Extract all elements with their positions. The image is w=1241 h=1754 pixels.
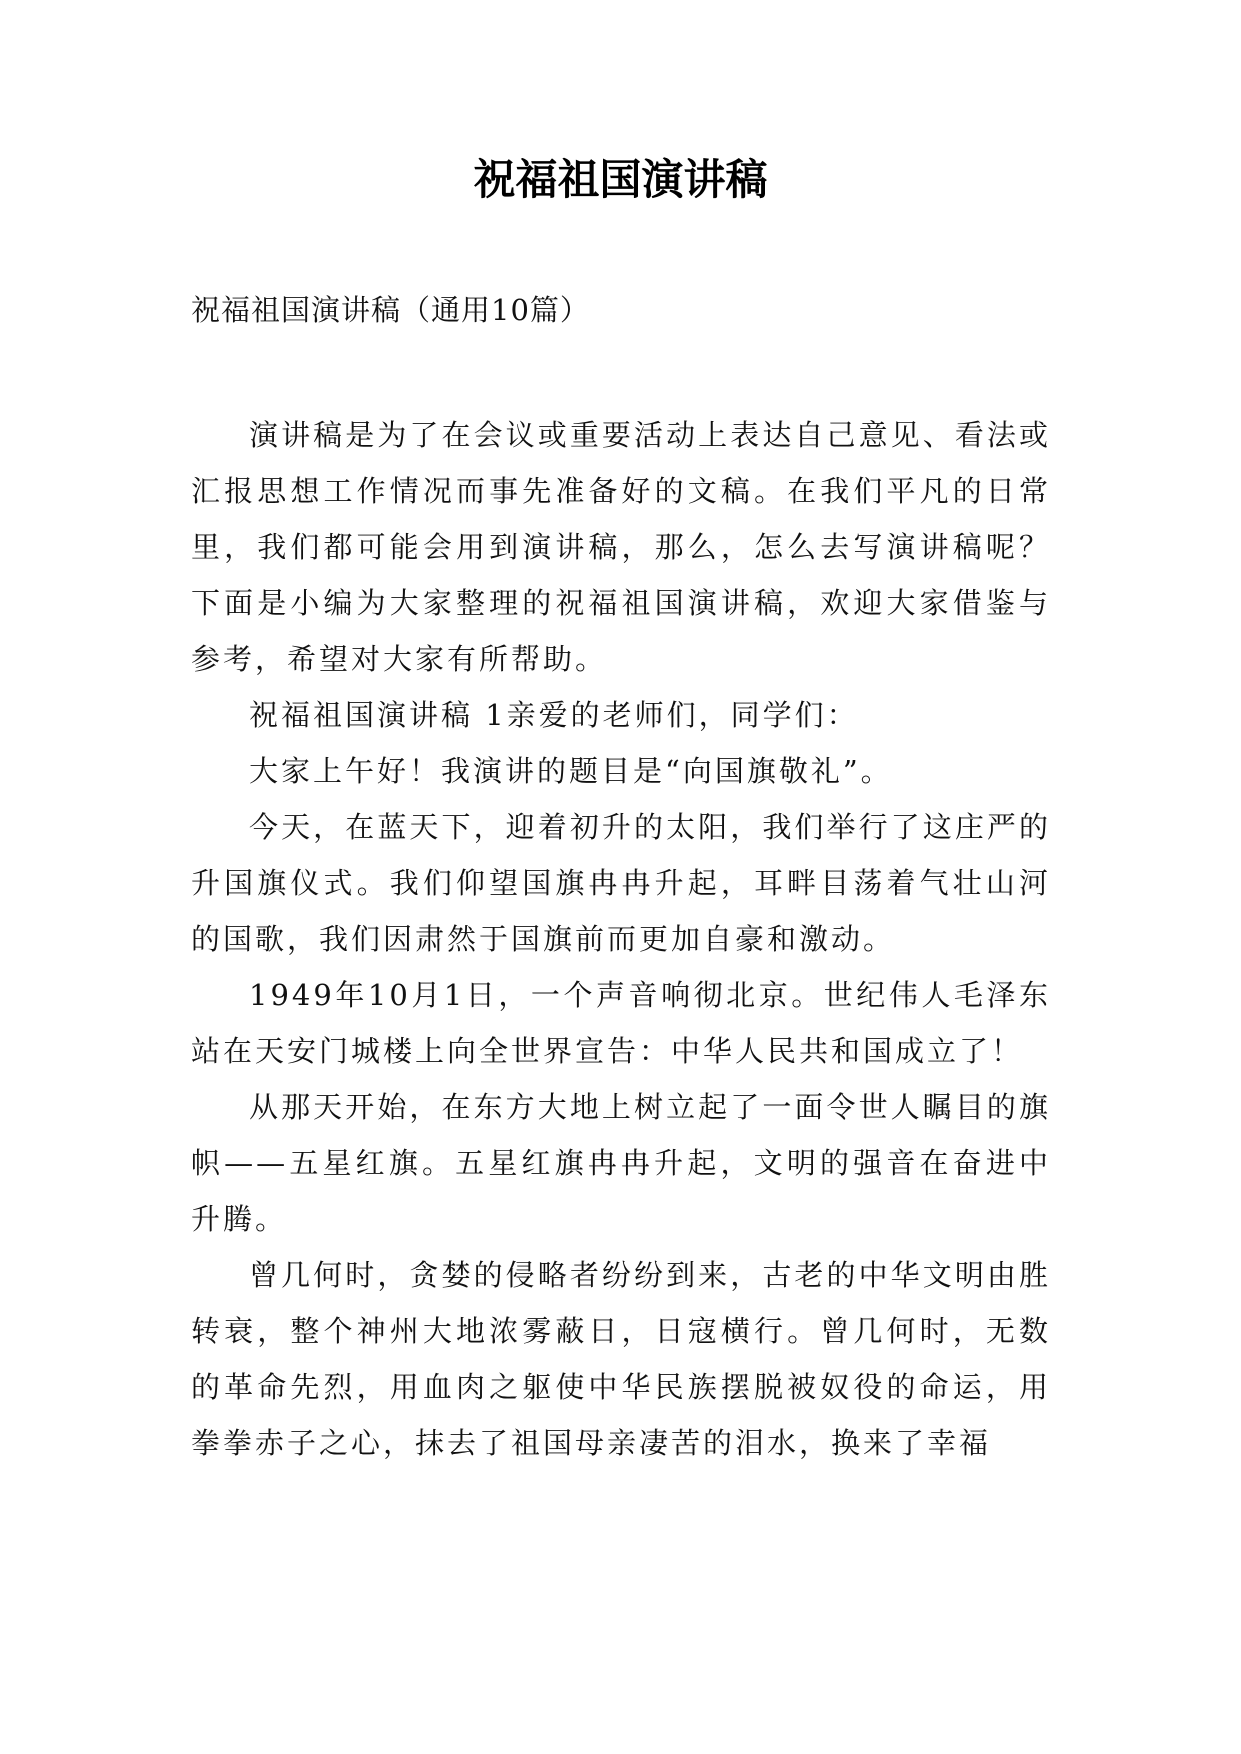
- paragraph: 祝福祖国演讲稿 1亲爱的老师们，同学们：: [249, 698, 859, 732]
- paragraph: 1949年10月1日，一个声音响彻北京。世纪伟人毛泽东站在天安门城楼上向全世界宣告：中华人民共和国成立了！: [191, 978, 1051, 1068]
- paragraph: 演讲稿是为了在会议或重要活动上表达自己意见、看法或汇报思想工作情况而事先准备好的文稿。在我们平凡的日常里，我们都可能会用到演讲稿，那么，怎么去写演讲稿呢？下面是小编为大家整理的祝福祖国演讲稿，欢迎大家借鉴与参考，希望对大家有所帮助。: [191, 418, 1051, 676]
- paragraph: 大家上午好！我演讲的题目是“向国旗敬礼”。: [249, 754, 893, 788]
- document-title: 祝福祖国演讲稿: [473, 155, 768, 204]
- paragraph: 今天，在蓝天下，迎着初升的太阳，我们举行了这庄严的升国旗仪式。我们仰望国旗冉冉升起，耳畔目荡着气壮山河的国歌，我们因肃然于国旗前而更加自豪和激动。: [191, 810, 1051, 956]
- paragraph: 曾几何时，贪婪的侵略者纷纷到来，古老的中华文明由胜转衰，整个神州大地浓雾蔽日，日寇横行。曾几何时，无数的革命先烈，用血肉之躯使中华民族摆脱被奴役的命运，用拳拳赤子之心，抹去了祖国母亲凄苦的泪水，换来了幸福: [191, 1258, 1051, 1460]
- paragraph: 从那天开始，在东方大地上树立起了一面令世人瞩目的旗帜——五星红旗。五星红旗冉冉升起，文明的强音在奋进中升腾。: [191, 1090, 1051, 1236]
- document-subtitle: 祝福祖国演讲稿（通用10篇）: [191, 293, 590, 327]
- document-body: [191, 407, 1051, 1471]
